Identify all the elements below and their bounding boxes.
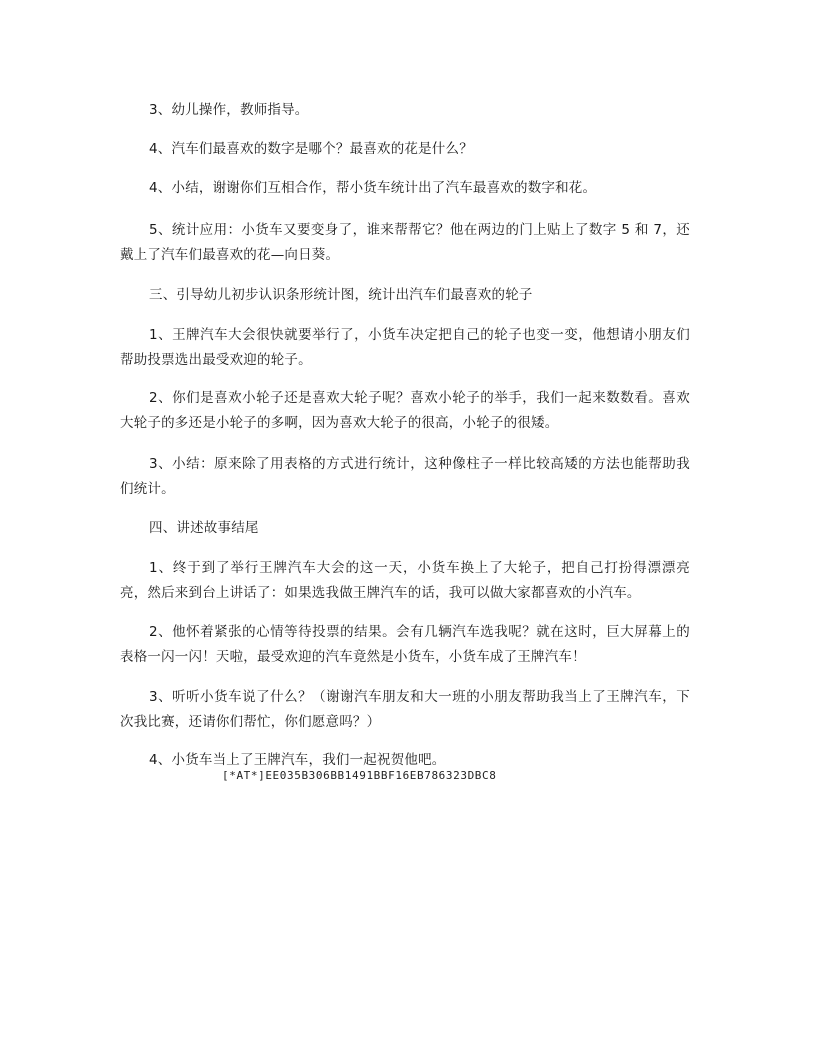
paragraph-wheels-2: 2、你们是喜欢小轮子还是喜欢大轮子呢？喜欢小轮子的举手，我们一起来数数看。喜欢大轮子的多还是小轮子的多啊，因为喜欢大轮子的很高，小轮子的很矮。 xyxy=(120,390,690,431)
paragraph-story-2: 2、他怀着紧张的心情等待投票的结果。会有几辆汽车选我呢？就在这时，巨大屏幕上的表格一闪一闪！天啦，最受欢迎的汽车竟然是小货车，小货车成了王牌汽车！ xyxy=(120,624,690,665)
paragraph-question-favorites: 4、汽车们最喜欢的数字是哪个？最喜欢的花是什么？ xyxy=(149,141,473,157)
paragraph-wheels-1: 1、王牌汽车大会很快就要举行了，小货车决定把自己的轮子也变一变，他想请小朋友们帮助投票选出最受欢迎的轮子。 xyxy=(120,327,690,368)
section-heading-4: 四、讲述故事结尾 xyxy=(149,520,259,536)
section-heading-3: 三、引导幼儿初步认识条形统计图，统计出汽车们最喜欢的轮子 xyxy=(149,287,533,303)
paragraph-step-3: 3、幼儿操作，教师指导。 xyxy=(149,102,309,118)
paragraph-story-1: 1、终于到了举行王牌汽车大会的这一天，小货车换上了大轮子，把自己打扮得漂漂亮亮，然后来到台上讲话了：如果选我做王牌汽车的话，我可以做大家都喜欢的小汽车。 xyxy=(120,560,690,601)
document-code: [*AT*]EE035B306BB1491BBF16EB786323DBC8 xyxy=(222,769,497,782)
paragraph-application: 5、统计应用：小货车又要变身了，谁来帮帮它？他在两边的门上贴上了数字 5 和 7，还戴上了汽车们最喜欢的花—向日葵。 xyxy=(120,222,690,263)
paragraph-story-3: 3、听听小货车说了什么？（谢谢汽车朋友和大一班的小朋友帮助我当上了王牌汽车，下次我比赛，还请你们帮忙，你们愿意吗？） xyxy=(120,689,690,730)
paragraph-summary-2: 3、小结：原来除了用表格的方式进行统计，这种像柱子一样比较高矮的方法也能帮助我们统计。 xyxy=(120,456,690,497)
paragraph-story-4: 4、小货车当上了王牌汽车，我们一起祝贺他吧。 xyxy=(149,752,446,768)
paragraph-summary-1: 4、小结，谢谢你们互相合作，帮小货车统计出了汽车最喜欢的数字和花。 xyxy=(149,180,597,196)
